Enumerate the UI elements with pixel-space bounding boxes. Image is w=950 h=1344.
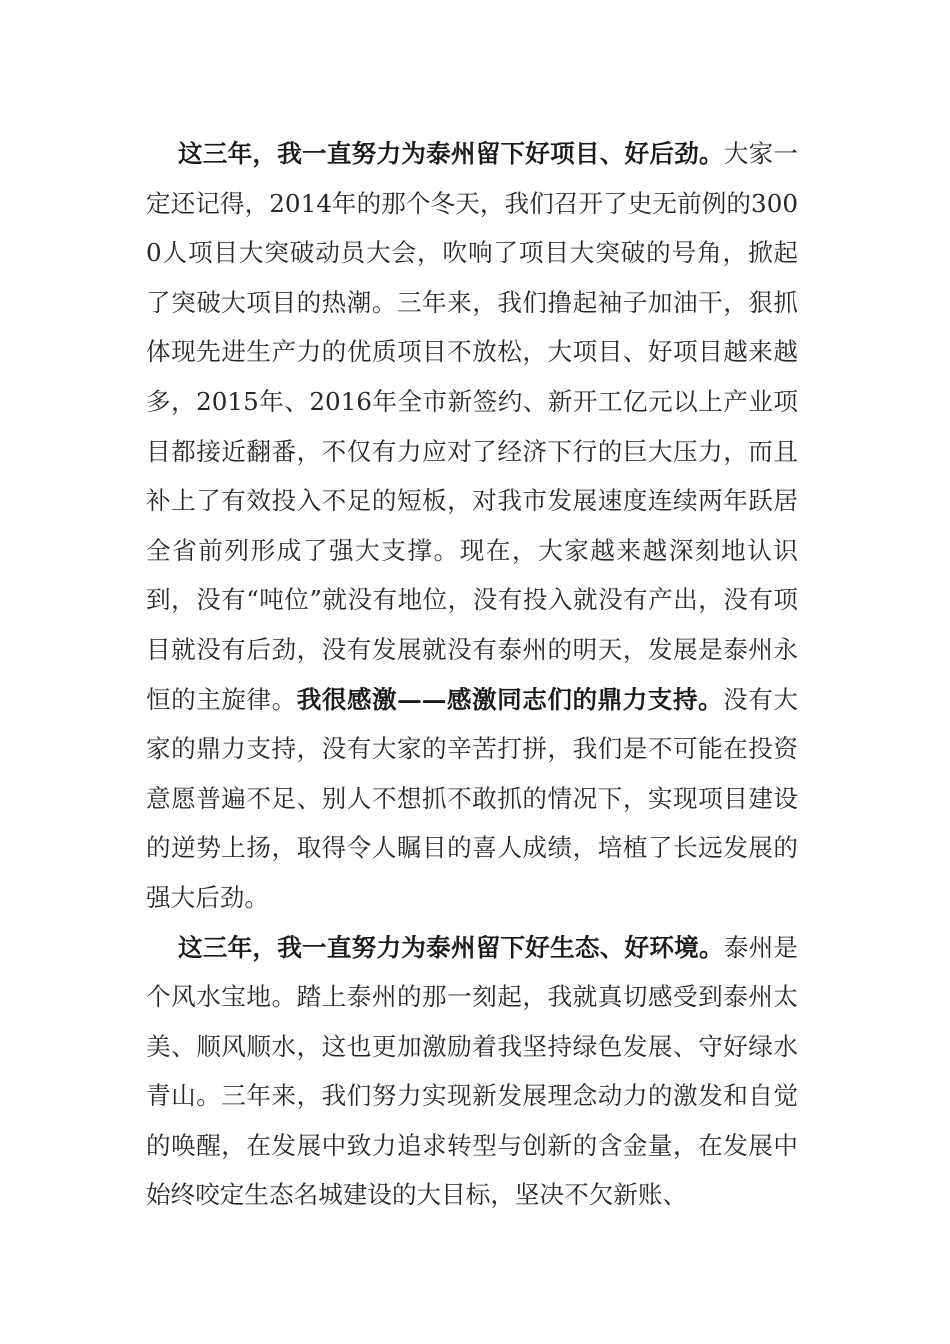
paragraph-heading: 这三年，我一直努力为泰州留下好生态、好环境。 <box>178 932 724 962</box>
paragraph-ecology <box>146 923 798 1221</box>
document-page <box>146 129 798 1220</box>
paragraph-emphasis: 我很感激——感激同志们的鼎力支持。 <box>296 684 724 714</box>
paragraph-text: 泰州是个风水宝地。踏上泰州的那一刻起，我就真切感受到泰州太美、顺风顺水，这也更加激励着我坚持绿色发展、守好绿水青山。三年来，我们努力实现新发展理念动力的激发和自觉的唤醒，在发展中致力追求转型与创新的含金量，在发展中始终咬定生态名城建设的大目标，坚决不欠新账、 <box>146 932 798 1210</box>
paragraph-heading: 这三年，我一直努力为泰州留下好项目、好后劲。 <box>178 139 724 168</box>
paragraph-text: 大家一定还记得，2014年的那个冬天，我们召开了史无前例的3000人项目大突破动员大会，吹响了项目大突破的号角，掀起了突破大项目的热潮。三年来，我们撸起袖子加油干，狠抓体现先进生产力的优质项目不放松，大项目、好项目越来越多，2015年、2016年全市新签约、新开工亿元以上产业项目都接近翻番，不仅有力应对了经济下行的巨大压力，而且补上了有效投入不足的短板，对我市发展速度连续两年跃居全省前列形成了强大支撑。现在，大家越来越深刻地认识到，没有“吨位”就没有地位，没有投入就没有产出，没有项目就没有后劲，没有发展就没有泰州的明天，发展是泰州永恒的主旋律。 <box>146 139 798 714</box>
paragraph-text: 没有大家的鼎力支持，没有大家的辛苦打拼，我们是不可能在投资意愿普遍不足、别人不想抓不敢抓的情况下，实现项目建设的逆势上扬，取得令人瞩目的喜人成绩，培植了长远发展的强大后劲。 <box>146 684 798 912</box>
paragraph-projects <box>146 129 798 923</box>
